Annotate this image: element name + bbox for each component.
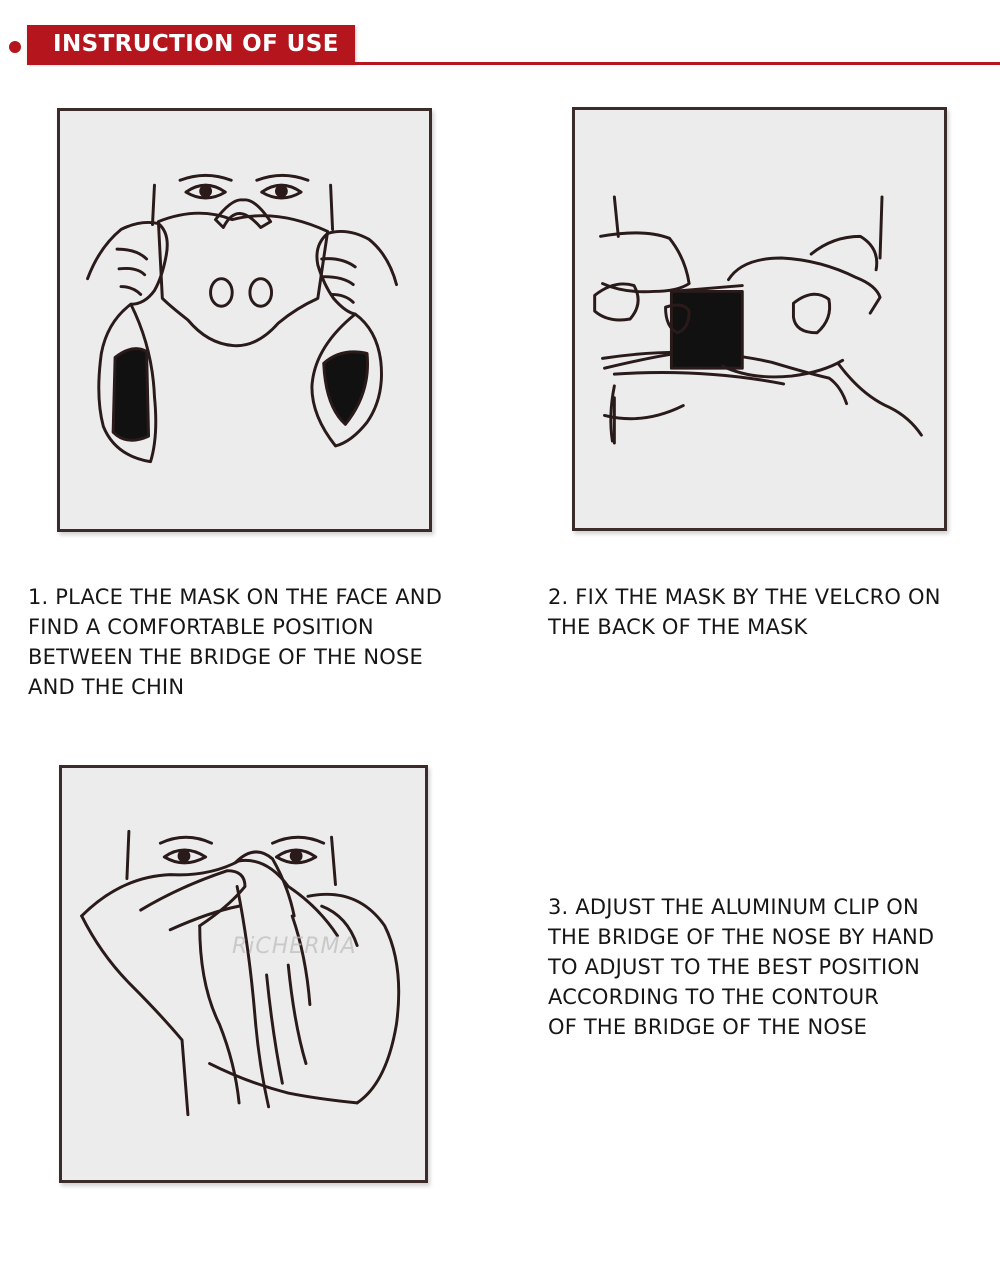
step-1-line: 1. PLACE THE MASK ON THE FACE AND <box>28 585 443 609</box>
step-2-line: 2. FIX THE MASK BY THE VELCRO ON <box>548 585 941 609</box>
step-3-line: OF THE BRIDGE OF THE NOSE <box>548 1015 868 1039</box>
step-3-instruction <box>548 892 934 1042</box>
step-3-line: THE BRIDGE OF THE NOSE BY HAND <box>548 925 935 949</box>
step-2-instruction <box>548 582 941 642</box>
section-title: INSTRUCTION OF USE <box>27 25 355 63</box>
step-3-illustration <box>59 765 428 1183</box>
header-divider <box>27 62 1000 65</box>
step-1-illustration <box>57 108 432 532</box>
step-1-line: AND THE CHIN <box>28 675 185 699</box>
step-2-line: THE BACK OF THE MASK <box>548 615 808 639</box>
step-3-line: ACCORDING TO THE CONTOUR <box>548 985 880 1009</box>
header-bullet-dot <box>9 41 21 53</box>
step-1-instruction <box>28 582 442 702</box>
step-2-illustration <box>572 107 947 531</box>
step-1-line: FIND A COMFORTABLE POSITION <box>28 615 374 639</box>
brand-watermark: RiCHERMA <box>232 934 357 959</box>
step-3-line: TO ADJUST TO THE BEST POSITION <box>548 955 921 979</box>
step-1-line: BETWEEN THE BRIDGE OF THE NOSE <box>28 645 424 669</box>
step-3-line: 3. ADJUST THE ALUMINUM CLIP ON <box>548 895 919 919</box>
